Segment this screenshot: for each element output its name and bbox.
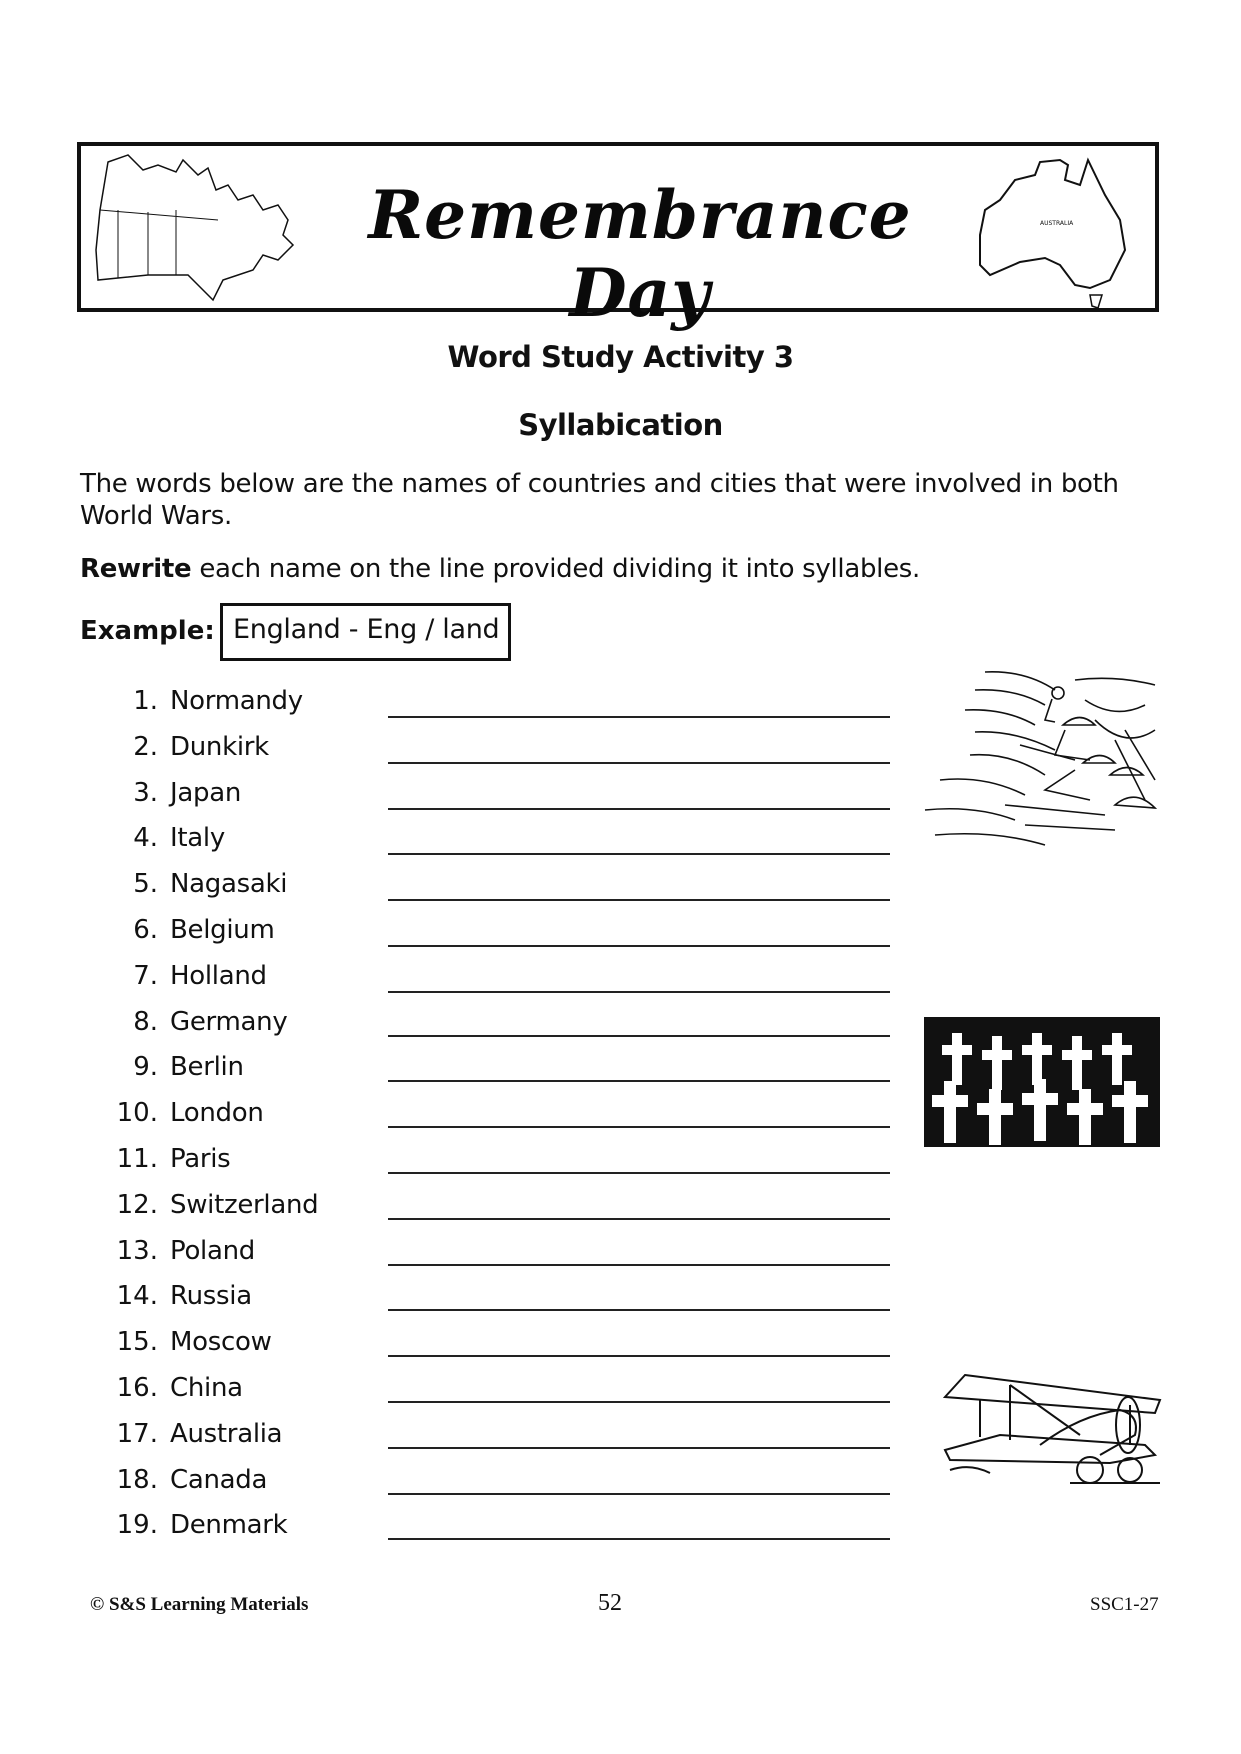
item-word: Denmark bbox=[170, 1510, 288, 1541]
answer-line[interactable] bbox=[388, 1401, 890, 1403]
list-item bbox=[0, 869, 900, 915]
rewrite-instruction bbox=[80, 553, 1160, 585]
answer-line[interactable] bbox=[388, 1172, 890, 1174]
activity-heading: Word Study Activity 3 bbox=[447, 340, 794, 374]
answer-line[interactable] bbox=[388, 1035, 890, 1037]
item-word: Holland bbox=[170, 960, 267, 991]
answer-line[interactable] bbox=[388, 1309, 890, 1311]
example-box: England - Eng / land bbox=[220, 603, 511, 661]
soldiers-in-trench-icon bbox=[915, 660, 1165, 860]
list-item bbox=[0, 1190, 900, 1236]
answer-line[interactable] bbox=[388, 991, 890, 993]
item-word: Normandy bbox=[170, 686, 303, 716]
item-number: 6. bbox=[133, 915, 158, 945]
list-item bbox=[0, 686, 900, 732]
item-word: Poland bbox=[170, 1235, 255, 1266]
item-word: Dunkirk bbox=[170, 731, 269, 762]
item-number: 12. bbox=[116, 1189, 158, 1220]
item-word: Nagasaki bbox=[170, 869, 288, 900]
answer-line[interactable] bbox=[388, 945, 890, 947]
answer-line[interactable] bbox=[388, 1538, 890, 1540]
item-word: Belgium bbox=[170, 915, 275, 945]
canada-map-icon bbox=[88, 150, 328, 312]
item-number: 1. bbox=[133, 686, 158, 716]
item-number: 13. bbox=[116, 1235, 158, 1266]
item-word: China bbox=[170, 1373, 243, 1403]
war-cemetery-crosses-icon bbox=[922, 1015, 1162, 1150]
list-item bbox=[0, 1007, 900, 1053]
list-item bbox=[0, 1327, 900, 1373]
item-number: 3. bbox=[133, 777, 158, 808]
item-word: Russia bbox=[170, 1281, 252, 1312]
item-number: 18. bbox=[116, 1464, 158, 1495]
rewrite-bold: Rewrite bbox=[80, 554, 192, 584]
intro-text: The words below are the names of countries and cities that were involved in both World Wars. bbox=[80, 469, 1119, 531]
answer-line[interactable] bbox=[388, 1126, 890, 1128]
list-item bbox=[0, 961, 900, 1007]
rewrite-rest: each name on the line provided dividing it into syllables. bbox=[191, 554, 920, 584]
item-number: 7. bbox=[133, 960, 158, 991]
item-word: Moscow bbox=[170, 1327, 272, 1358]
list-item bbox=[0, 1144, 900, 1190]
item-number: 2. bbox=[133, 731, 158, 762]
footer-code: SSC1-27 bbox=[1090, 1594, 1159, 1615]
answer-line[interactable] bbox=[388, 899, 890, 901]
list-item bbox=[0, 1281, 900, 1327]
list-item bbox=[0, 778, 900, 824]
item-number: 8. bbox=[133, 1006, 158, 1037]
item-number: 15. bbox=[116, 1327, 158, 1358]
item-number: 17. bbox=[116, 1418, 158, 1449]
answer-line[interactable] bbox=[388, 1447, 890, 1449]
item-word: Italy bbox=[170, 823, 225, 854]
item-word: Germany bbox=[170, 1006, 288, 1037]
item-word: Berlin bbox=[170, 1052, 244, 1083]
biplane-icon bbox=[930, 1355, 1170, 1485]
answer-line[interactable] bbox=[388, 716, 890, 718]
page-number: 52 bbox=[598, 1590, 622, 1616]
list-item bbox=[0, 1052, 900, 1098]
list-item bbox=[0, 1098, 900, 1144]
item-number: 16. bbox=[116, 1373, 158, 1403]
list-item bbox=[0, 915, 900, 961]
list-item bbox=[0, 1419, 900, 1465]
item-number: 14. bbox=[116, 1281, 158, 1312]
item-number: 19. bbox=[116, 1510, 158, 1541]
list-item bbox=[0, 1465, 900, 1511]
answer-line[interactable] bbox=[388, 1355, 890, 1357]
answer-line[interactable] bbox=[388, 1218, 890, 1220]
item-word: Australia bbox=[170, 1418, 283, 1449]
answer-line[interactable] bbox=[388, 853, 890, 855]
answer-line[interactable] bbox=[388, 1264, 890, 1266]
item-number: 4. bbox=[133, 823, 158, 854]
australia-map-icon bbox=[960, 150, 1150, 315]
item-word: Canada bbox=[170, 1464, 268, 1495]
item-word: Switzerland bbox=[170, 1189, 319, 1220]
item-word: Japan bbox=[170, 777, 242, 808]
item-number: 11. bbox=[116, 1144, 158, 1174]
list-item bbox=[0, 732, 900, 778]
answer-line[interactable] bbox=[388, 1493, 890, 1495]
list-item bbox=[0, 1510, 900, 1556]
footer-publisher: © S&S Learning Materials bbox=[90, 1594, 309, 1615]
topic-heading: Syllabication bbox=[518, 408, 723, 442]
item-number: 10. bbox=[116, 1098, 158, 1129]
answer-line[interactable] bbox=[388, 808, 890, 810]
answer-line[interactable] bbox=[388, 762, 890, 764]
list-item bbox=[0, 823, 900, 869]
item-word: Paris bbox=[170, 1144, 231, 1174]
australia-map-label: AUSTRALIA bbox=[1040, 220, 1074, 227]
item-number: 9. bbox=[133, 1052, 158, 1083]
item-number: 5. bbox=[133, 869, 158, 900]
item-word: London bbox=[170, 1098, 264, 1129]
list-item bbox=[0, 1236, 900, 1282]
list-item bbox=[0, 1373, 900, 1419]
page-title: Remembrance Day bbox=[368, 176, 912, 332]
answer-line[interactable] bbox=[388, 1080, 890, 1082]
example-label: Example: bbox=[80, 616, 215, 646]
